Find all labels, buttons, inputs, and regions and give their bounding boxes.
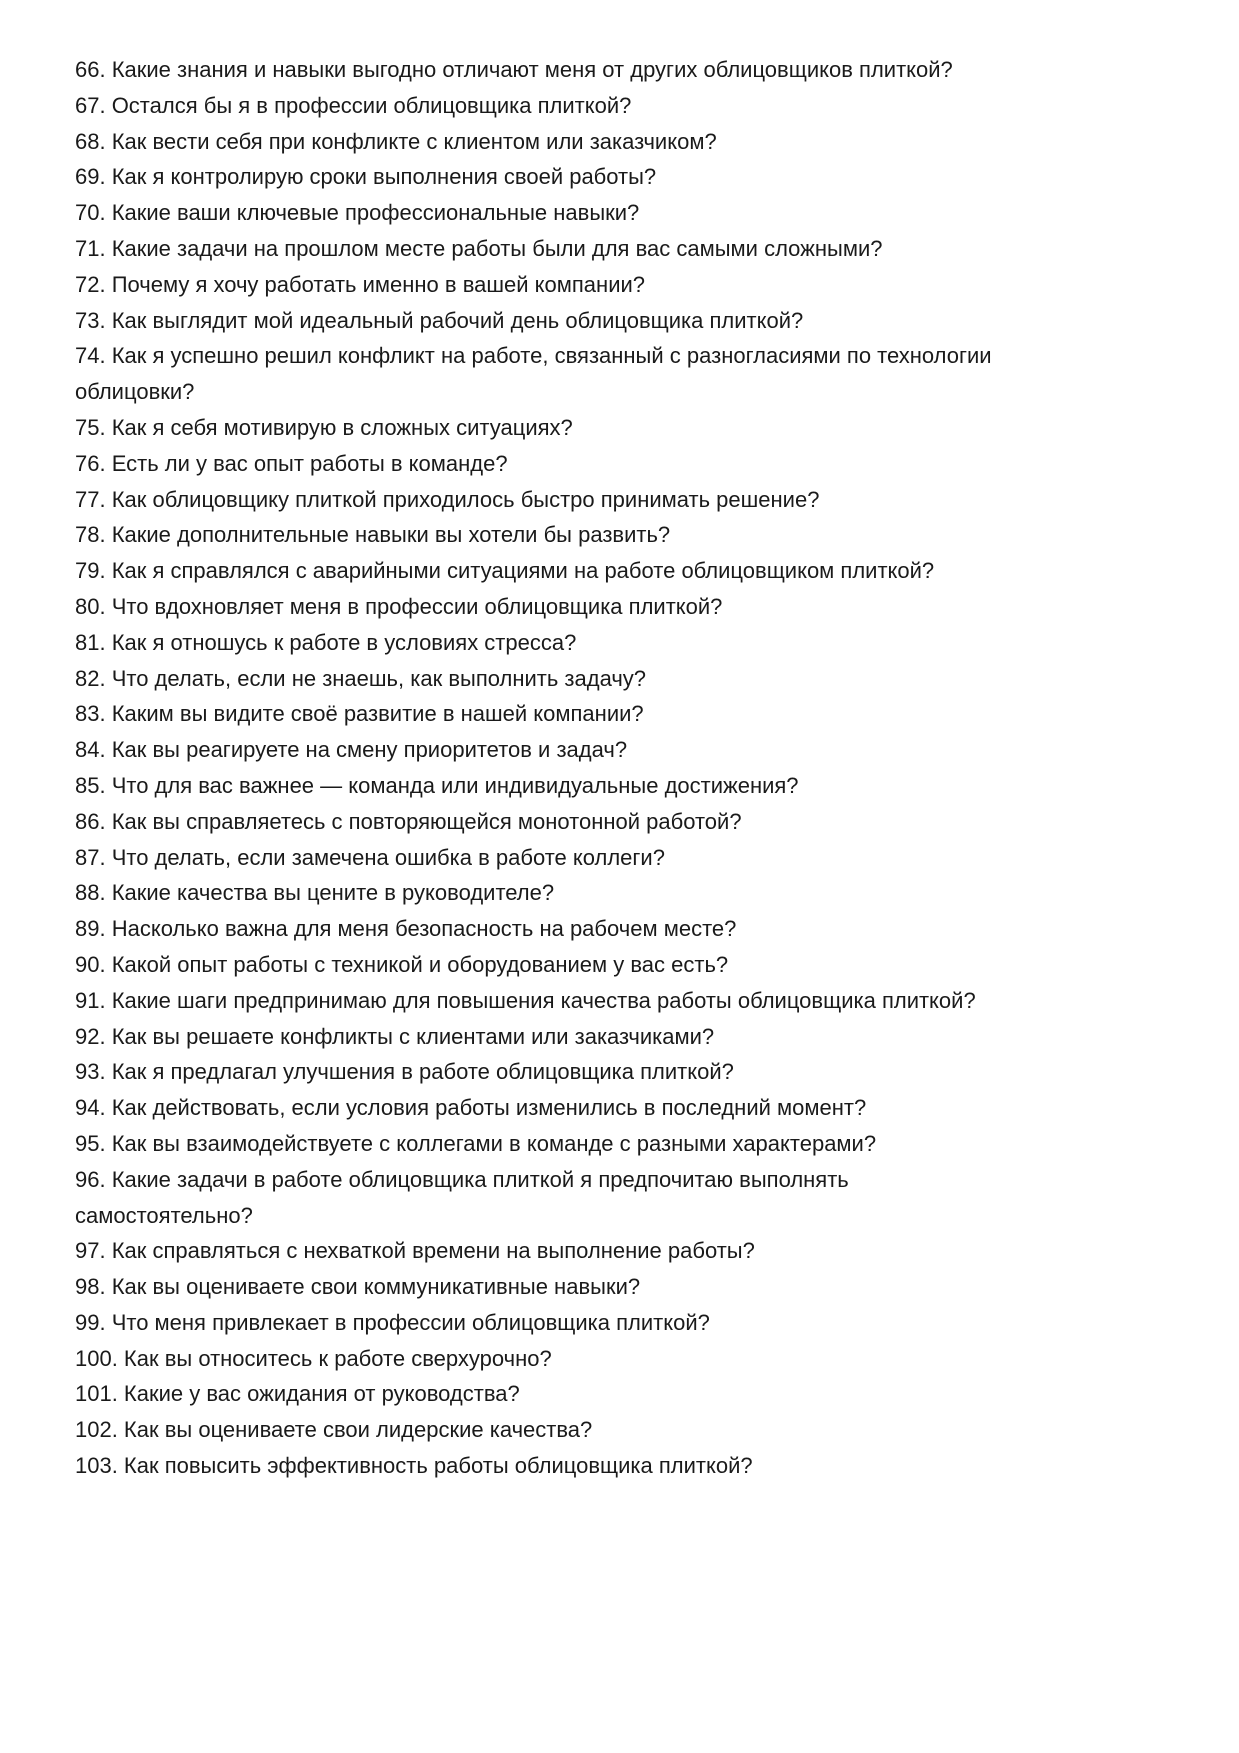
question-item: 81. Как я отношусь к работе в условиях стресса? [75, 629, 577, 655]
question-item: 86. Как вы справляетесь с повторяющейся монотонной работой? [75, 808, 742, 834]
question-item: 93. Как я предлагал улучшения в работе облицовщика плиткой? [75, 1059, 734, 1085]
question-item: 92. Как вы решаете конфликты с клиентами или заказчиками? [75, 1023, 715, 1049]
question-item: 68. Как вести себя при конфликте с клиентом или заказчиком? [75, 128, 717, 154]
question-item: 96. Какие задачи в работе облицовщика плиткой я предпочитаю выполнять самостоятельно? [75, 1166, 849, 1228]
question-item: 77. Как облицовщику плиткой приходилось быстро принимать решение? [75, 486, 820, 512]
question-item: 98. Как вы оцениваете свои коммуникативные навыки? [75, 1274, 641, 1300]
question-item: 99. Что меня привлекает в профессии облицовщика плиткой? [75, 1309, 710, 1335]
question-item: 94. Как действовать, если условия работы изменились в последний момент? [75, 1095, 867, 1121]
question-item: 78. Какие дополнительные навыки вы хотели бы развить? [75, 522, 671, 548]
question-item: 67. Остался бы я в профессии облицовщика плиткой? [75, 92, 632, 118]
question-item: 71. Какие задачи на прошлом месте работы были для вас самыми сложными? [75, 235, 883, 261]
question-item: 102. Как вы оцениваете свои лидерские качества? [75, 1417, 593, 1443]
question-item: 83. Каким вы видите своё развитие в нашей компании? [75, 701, 644, 727]
question-item: 91. Какие шаги предпринимаю для повышения качества работы облицовщика плиткой? [75, 987, 976, 1013]
question-item: 84. Как вы реагируете на смену приоритетов и задач? [75, 737, 628, 763]
question-item: 88. Какие качества вы цените в руководителе? [75, 880, 555, 906]
question-item: 70. Какие ваши ключевые профессиональные навыки? [75, 200, 640, 226]
question-item: 101. Какие у вас ожидания от руководства? [75, 1381, 520, 1407]
question-item: 76. Есть ли у вас опыт работы в команде? [75, 450, 508, 476]
question-item: 79. Как я справлялся с аварийными ситуациями на работе облицовщиком плиткой? [75, 558, 935, 584]
question-item: 89. Насколько важна для меня безопасность на рабочем месте? [75, 916, 737, 942]
question-item: 85. Что для вас важнее — команда или индивидуальные достижения? [75, 772, 799, 798]
question-item: 80. Что вдохновляет меня в профессии облицовщика плиткой? [75, 593, 723, 619]
question-item: 97. Как справляться с нехваткой времени на выполнение работы? [75, 1238, 755, 1264]
question-item: 73. Как выглядит мой идеальный рабочий день облицовщика плиткой? [75, 307, 804, 333]
question-item: 95. Как вы взаимодействуете с коллегами в команде с разными характерами? [75, 1130, 877, 1156]
question-item: 66. Какие знания и навыки выгодно отличают меня от других облицовщиков плиткой? [75, 57, 953, 82]
question-item: 69. Как я контролирую сроки выполнения своей работы? [75, 164, 657, 190]
question-item: 100. Как вы относитесь к работе сверхурочно? [75, 1345, 552, 1371]
question-list [75, 52, 992, 1484]
question-item: 72. Почему я хочу работать именно в вашей компании? [75, 271, 646, 297]
question-item: 75. Как я себя мотивирую в сложных ситуациях? [75, 414, 573, 440]
question-item: 103. Как повысить эффективность работы облицовщика плиткой? [75, 1453, 753, 1479]
question-item: 82. Что делать, если не знаешь, как выполнить задачу? [75, 665, 647, 691]
question-item: 87. Что делать, если замечена ошибка в работе коллеги? [75, 844, 665, 870]
question-item: 74. Как я успешно решил конфликт на работе, связанный с разногласиями по технологии облицовки? [75, 343, 992, 405]
question-item: 90. Какой опыт работы с техникой и оборудованием у вас есть? [75, 951, 729, 977]
